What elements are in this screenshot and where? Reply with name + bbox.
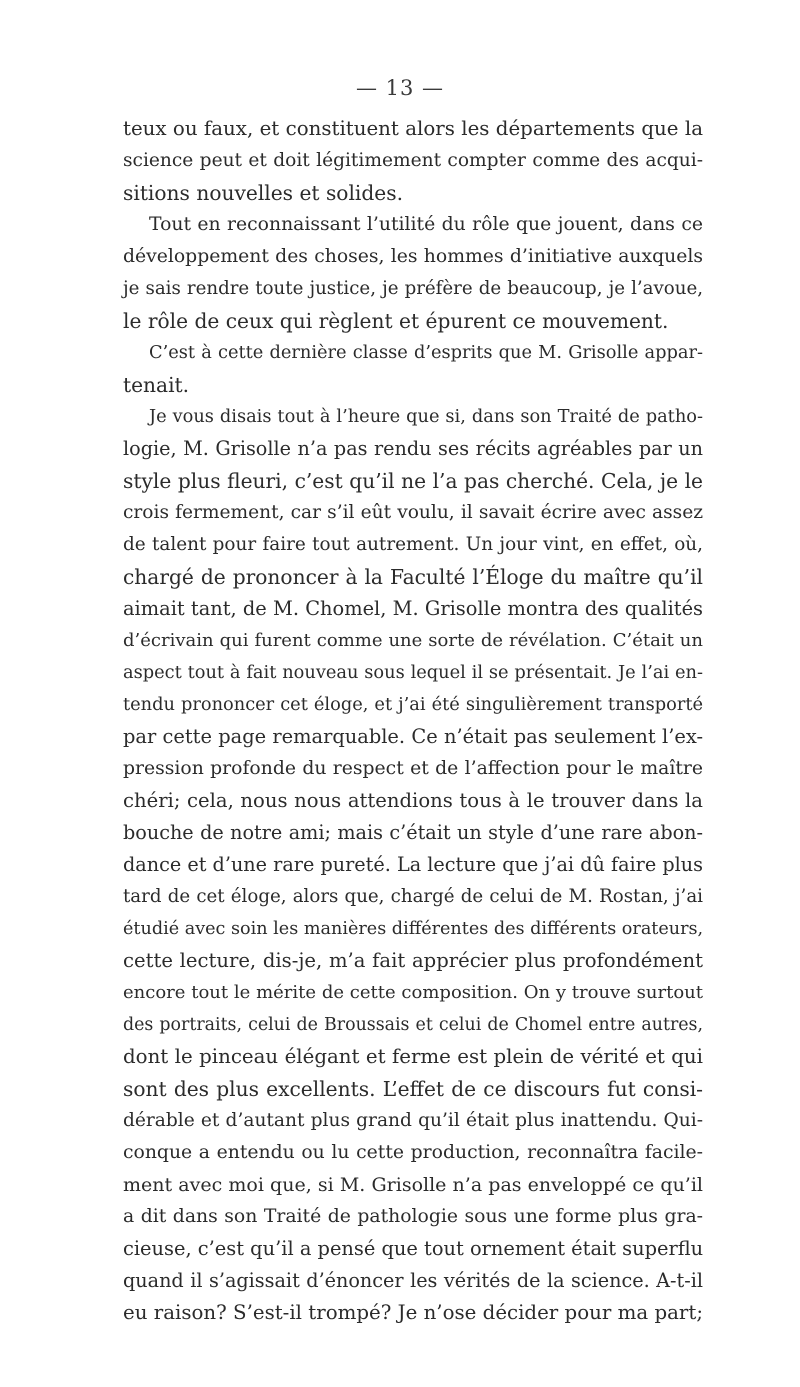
- text-line: cette lecture, dis-je, m’a fait apprécier plus profondément: [123, 949, 703, 972]
- text-line: chargé de prononcer à la Faculté l’Éloge du maître qu’il: [123, 565, 703, 589]
- text-line: dance et d’une rare pureté. La lecture que j’ai dû faire plus: [123, 853, 703, 876]
- text-line: développement des choses, les hommes d’initiative auxquels: [123, 246, 703, 267]
- page-number: — 13 —: [355, 76, 445, 100]
- body-text: [123, 113, 703, 1329]
- text-line: a dit dans son Traité de pathologie sous une forme plus gra-: [123, 1206, 703, 1227]
- text-line: tendu prononcer cet éloge, et j’ai été singulièrement transporté: [123, 694, 703, 715]
- text-line: sont des plus excellents. L’effet de ce discours fut consi-: [123, 1077, 703, 1101]
- text-line: aspect tout à fait nouveau sous lequel il se présentait. Je l’ai en-: [123, 662, 703, 683]
- text-line: dont le pinceau élégant et ferme est plein de vérité et qui: [123, 1045, 703, 1068]
- text-line: style plus fleuri, c’est qu’il ne l’a pas cherché. Cela, je le: [123, 469, 703, 493]
- text-line: tard de cet éloge, alors que, chargé de celui de M. Rostan, j’ai: [123, 886, 703, 907]
- text-line: teux ou faux, et constituent alors les départements que la: [123, 117, 703, 140]
- text-line: logie, M. Grisolle n’a pas rendu ses récits agréables par un: [123, 437, 703, 460]
- text-line: je sais rendre toute justice, je préfère de beaucoup, je l’avoue,: [123, 278, 703, 299]
- text-line: ment avec moi que, si M. Grisolle n’a pas enveloppé ce qu’il: [123, 1174, 703, 1196]
- text-line: aimait tant, de M. Chomel, M. Grisolle montra des qualités: [123, 597, 703, 620]
- text-line: pression profonde du respect et de l’affection pour le maître: [123, 758, 703, 779]
- text-line: science peut et doit légitimement compter comme des acqui-: [123, 150, 703, 171]
- text-line: tenait.: [123, 373, 190, 397]
- text-line: bouche de notre ami; mais c’était un style d’une rare abon-: [123, 821, 703, 844]
- text-line: chéri; cela, nous nous attendions tous à le trouver dans la: [123, 789, 703, 812]
- text-line: des portraits, celui de Broussais et celui de Chomel entre autres,: [123, 1015, 703, 1035]
- text-line: de talent pour faire tout autrement. Un jour vint, en effet, où,: [123, 534, 703, 555]
- text-line: étudié avec soin les manières différentes des différents orateurs,: [123, 919, 704, 939]
- text-line: crois fermement, car s’il eût voulu, il savait écrire avec assez: [123, 502, 703, 523]
- text-line: Je vous disais tout à l’heure que si, dans son Traité de patho-: [149, 406, 703, 427]
- text-line: quand il s’agissait d’énoncer les vérités de la science. A-t-il: [123, 1269, 703, 1292]
- text-line: Tout en reconnaissant l’utilité du rôle que jouent, dans ce: [149, 214, 703, 235]
- text-line: C’est à cette dernière classe d’esprits que M. Grisolle appar-: [149, 342, 703, 363]
- text-line: sitions nouvelles et solides.: [123, 181, 404, 205]
- text-line: encore tout le mérite de cette composition. On y trouve surtout: [123, 982, 703, 1003]
- text-line: le rôle de ceux qui règlent et épurent ce mouvement.: [123, 309, 669, 333]
- text-line: d’écrivain qui furent comme une sorte de révélation. C’était un: [123, 630, 703, 651]
- text-line: cieuse, c’est qu’il a pensé que tout ornement était superflu: [123, 1237, 704, 1260]
- text-line: dérable et d’autant plus grand qu’il était plus inattendu. Qui-: [123, 1110, 703, 1131]
- text-line: eu raison? S’est-il trompé? Je n’ose décider pour ma part;: [123, 1301, 703, 1324]
- text-line: par cette page remarquable. Ce n’était pas seulement l’ex-: [123, 725, 703, 748]
- text-line: conque a entendu ou lu cette production, reconnaîtra facile-: [123, 1142, 703, 1163]
